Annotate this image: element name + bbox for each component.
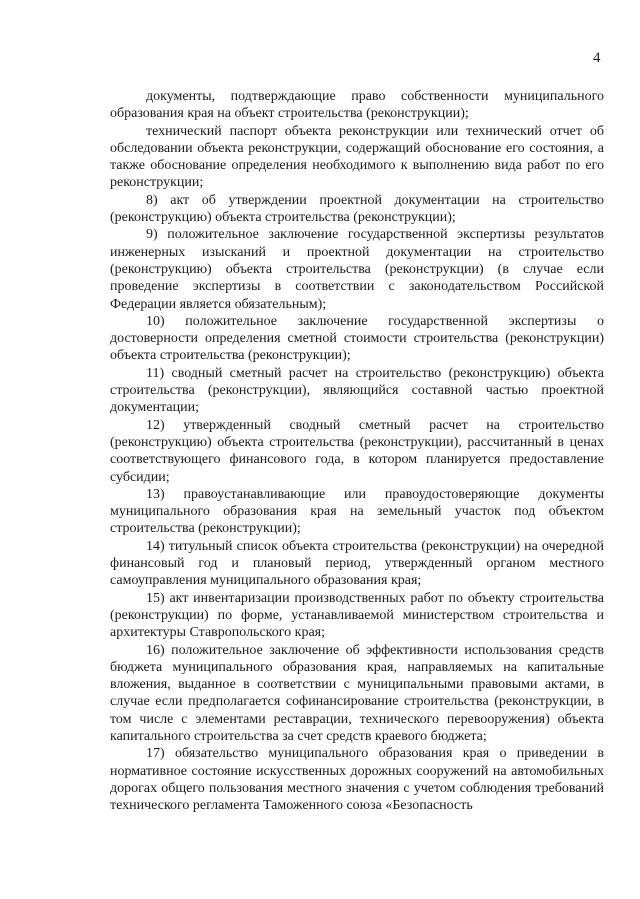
- paragraph: 13) правоустанавливающие или правоудостоверяющие документы муниципального образования края на земельный участок под объектом строительства (реконструкции);: [110, 486, 604, 537]
- paragraph: технический паспорт объекта реконструкции или технический отчет об обследовании объекта реконструкции, содержащий обоснование его состояния, а также обоснование определения необходимого к выполнению вида работ по его реконструкции;: [110, 123, 604, 191]
- page-number: 4: [593, 50, 601, 66]
- paragraph: 12) утвержденный сводный сметный расчет на строительство (реконструкцию) объекта строительства (реконструкции), рассчитанный в ценах соответствующего финансового года, в котором планируется предоставление субсидии;: [110, 417, 604, 485]
- paragraph: 15) акт инвентаризации производственных работ по объекту строительства (реконструкции) по форме, устанавливаемой министерством строительства и архитектуры Ставропольского края;: [110, 590, 604, 641]
- paragraph: 16) положительное заключение об эффективности использования средств бюджета муниципального образования края, направляемых на капитальные вложения, выданное в соответствии с муниципальными правовыми актами, в случае если предполагается софинансирование строительства (реконструкции, в том числе с элементами реставрации, технического перевооружения) объекта капитального строительства за счет средств краевого бюджета;: [110, 642, 604, 744]
- paragraph: 14) титульный список объекта строительства (реконструкции) на очередной финансовый год и плановый период, утвержденный органом местного самоуправления муниципального образования края;: [110, 538, 604, 589]
- paragraph: 8) акт об утверждении проектной документации на строительство (реконструкцию) объекта строительства (реконструкции);: [110, 192, 604, 226]
- paragraph: 9) положительное заключение государственной экспертизы результатов инженерных изысканий и проектной документации на строительство (реконструкцию) объекта строительства (реконструкции) (в случае если проведение экспертизы в соответствии с законодательством Российской Федерации является обязательным);: [110, 227, 604, 312]
- document-body: [110, 88, 604, 814]
- paragraph: документы, подтверждающие право собственности муниципального образования края на объект строительства (реконструкции);: [110, 89, 604, 122]
- paragraph: 10) положительное заключение государственной экспертизы о достоверности определения сметной стоимости строительства (реконструкции) объекта строительства (реконструкции);: [110, 313, 604, 364]
- paragraph: 11) сводный сметный расчет на строительство (реконструкцию) объекта строительства (реконструкции), являющийся составной частью проектной документации;: [110, 365, 604, 416]
- paragraph: 17) обязательство муниципального образования края о приведении в нормативное состояние искусственных дорожных сооружений на автомобильных дорогах общего пользования местного значения с учетом соблюдения требований технического регламента Таможенного союза «Безопасность: [110, 746, 604, 814]
